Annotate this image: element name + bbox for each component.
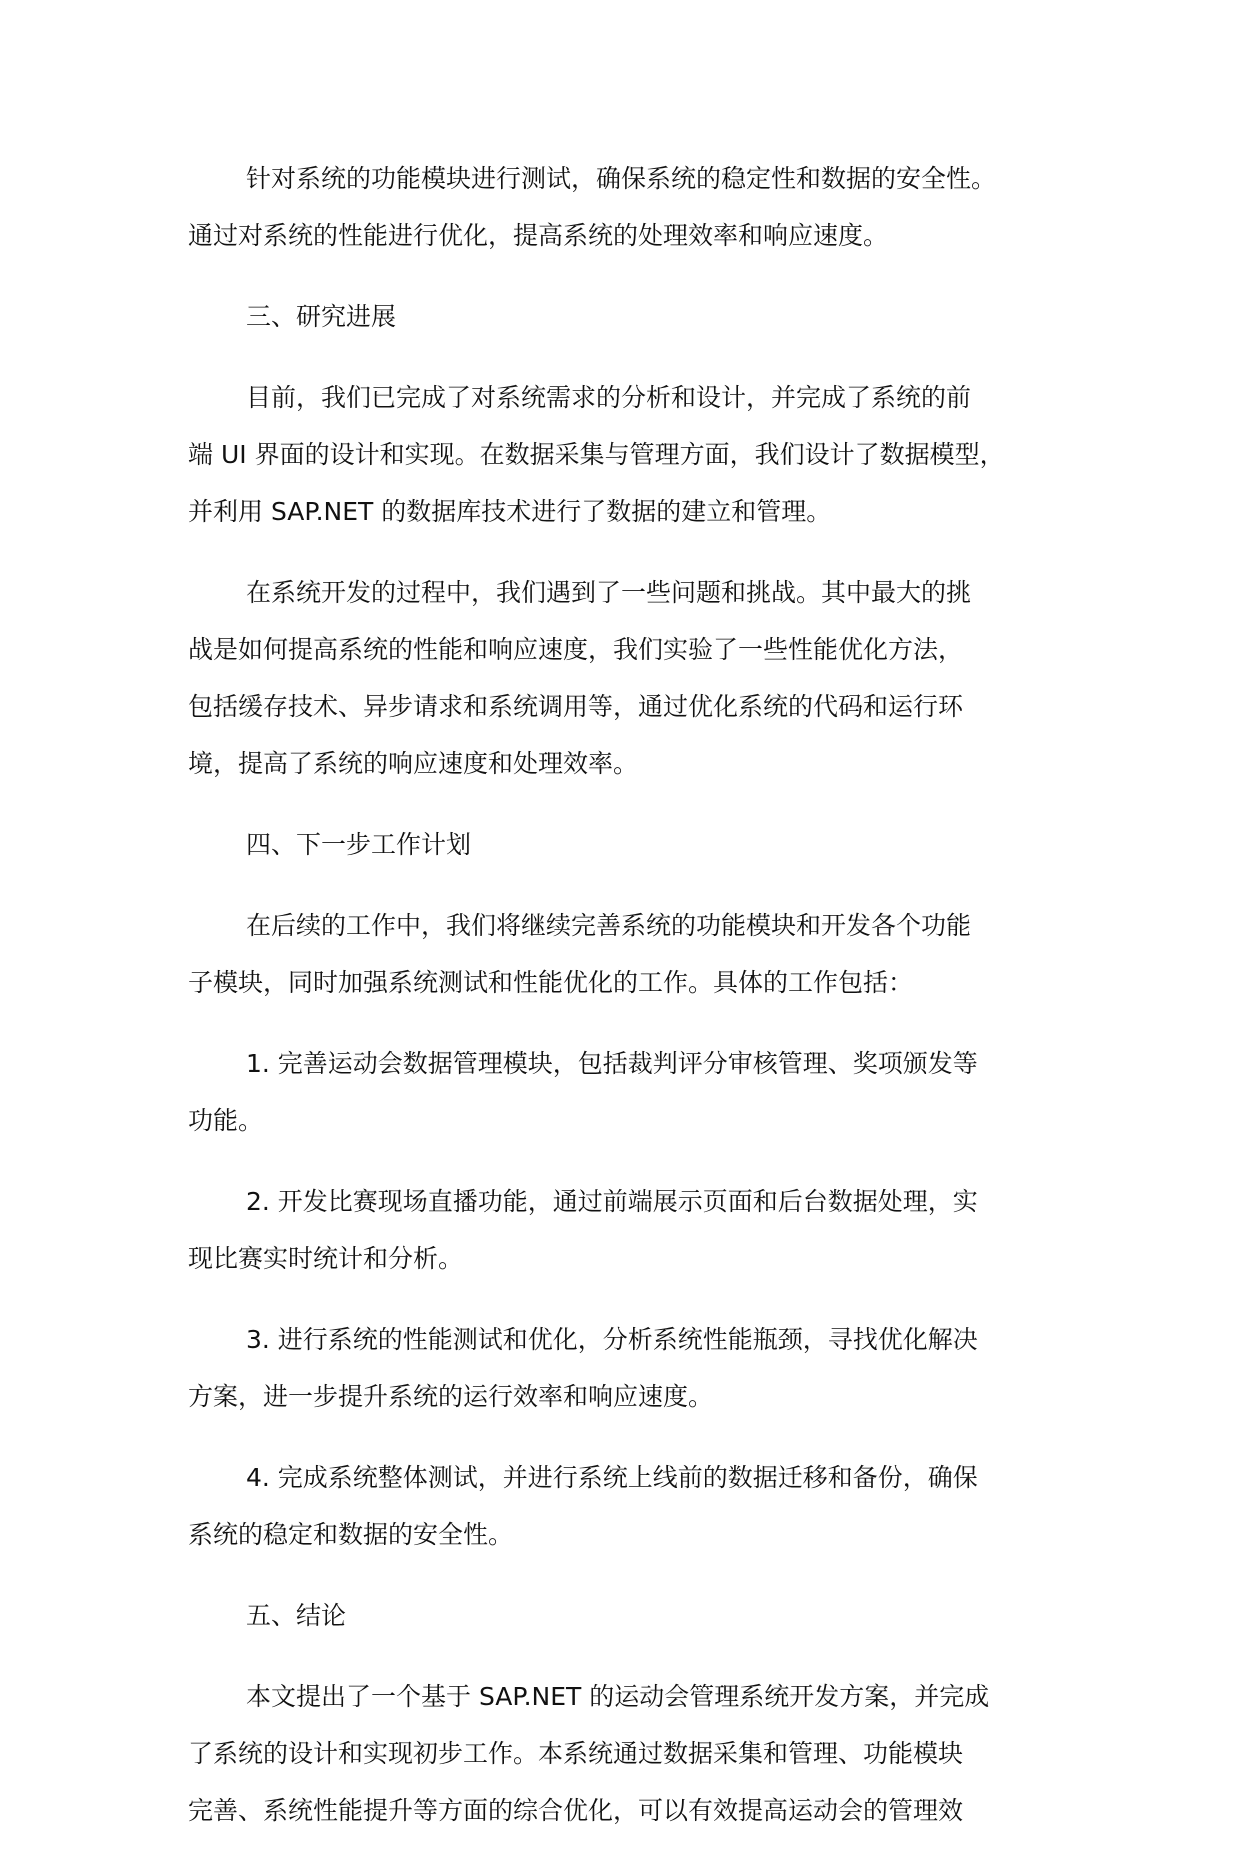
text-line: 端 UI 界面的设计和实现。在数据采集与管理方面，我们设计了数据模型， bbox=[188, 440, 1005, 469]
section-heading: 四、下一步工作计划 bbox=[246, 830, 472, 859]
text-line: 1. 完善运动会数据管理模块，包括裁判评分审核管理、奖项颁发等 bbox=[246, 1049, 978, 1078]
text-line: 目前，我们已完成了对系统需求的分析和设计，并完成了系统的前 bbox=[246, 383, 972, 412]
list-item-3 bbox=[188, 1311, 1093, 1425]
document-body bbox=[188, 150, 1093, 1863]
section-heading: 三、研究进展 bbox=[246, 302, 397, 331]
list-item-1 bbox=[188, 1035, 1093, 1149]
text-line: 并利用 SAP.NET 的数据库技术进行了数据的建立和管理。 bbox=[188, 497, 832, 526]
text-line: 系统的稳定和数据的安全性。 bbox=[188, 1520, 514, 1549]
text-line: 现比赛实时统计和分析。 bbox=[188, 1244, 464, 1273]
text-line: 功能。 bbox=[188, 1106, 264, 1135]
section-heading-conclusion bbox=[188, 1587, 1093, 1644]
list-item-4 bbox=[188, 1449, 1093, 1563]
text-line: 境，提高了系统的响应速度和处理效率。 bbox=[188, 749, 639, 778]
section-heading-next-steps bbox=[188, 816, 1093, 873]
section-heading-progress bbox=[188, 288, 1093, 345]
list-item-2 bbox=[188, 1173, 1093, 1287]
text-line: 子模块，同时加强系统测试和性能优化的工作。具体的工作包括： bbox=[188, 968, 914, 997]
text-line: 了系统的设计和实现初步工作。本系统通过数据采集和管理、功能模块 bbox=[188, 1739, 964, 1768]
paragraph-testing bbox=[188, 150, 1093, 264]
paragraph-current-progress bbox=[188, 369, 1093, 540]
text-line: 在系统开发的过程中，我们遇到了一些问题和挑战。其中最大的挑 bbox=[246, 578, 972, 607]
paragraph-plan-intro bbox=[188, 897, 1093, 1011]
text-line: 包括缓存技术、异步请求和系统调用等，通过优化系统的代码和运行环 bbox=[188, 692, 964, 721]
text-line: 本文提出了一个基于 SAP.NET 的运动会管理系统开发方案，并完成 bbox=[246, 1682, 990, 1711]
section-heading: 五、结论 bbox=[246, 1601, 347, 1630]
text-line: 战是如何提高系统的性能和响应速度，我们实验了一些性能优化方法， bbox=[188, 635, 964, 664]
text-line: 完善、系统性能提升等方面的综合优化，可以有效提高运动会的管理效 bbox=[188, 1796, 964, 1825]
text-line: 针对系统的功能模块进行测试，确保系统的稳定性和数据的安全性。 bbox=[246, 164, 997, 193]
text-line: 2. 开发比赛现场直播功能，通过前端展示页面和后台数据处理，实 bbox=[246, 1187, 978, 1216]
text-line: 3. 进行系统的性能测试和优化，分析系统性能瓶颈，寻找优化解决 bbox=[246, 1325, 978, 1354]
text-line: 在后续的工作中，我们将继续完善系统的功能模块和开发各个功能 bbox=[246, 911, 972, 940]
text-line: 方案，进一步提升系统的运行效率和响应速度。 bbox=[188, 1382, 714, 1411]
paragraph-challenges bbox=[188, 564, 1093, 792]
text-line: 通过对系统的性能进行优化，提高系统的处理效率和响应速度。 bbox=[188, 221, 889, 250]
text-line: 4. 完成系统整体测试，并进行系统上线前的数据迁移和备份，确保 bbox=[246, 1463, 978, 1492]
